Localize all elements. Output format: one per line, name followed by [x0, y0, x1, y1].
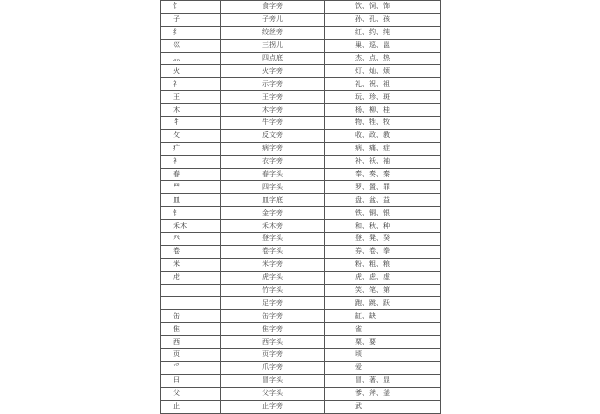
- radical-cell: 癶: [161, 233, 221, 246]
- radical-cell: [161, 284, 221, 297]
- name-cell: 页字旁: [221, 349, 325, 362]
- name-cell: 绞丝旁: [221, 26, 325, 39]
- radical-cell: 王: [161, 91, 221, 104]
- name-cell: 金字旁: [221, 207, 325, 220]
- radical-cell: 曰: [161, 374, 221, 387]
- table-row: [161, 13, 441, 26]
- examples-cell: 玩、珍、斑: [325, 91, 441, 104]
- examples-cell: 红、约、纯: [325, 26, 441, 39]
- radical-cell: 止: [161, 400, 221, 413]
- name-cell: 父字头: [221, 387, 325, 400]
- radical-cell: 春: [161, 168, 221, 181]
- name-cell: 示字旁: [221, 78, 325, 91]
- table-row: [161, 297, 441, 310]
- name-cell: 牛字旁: [221, 117, 325, 130]
- table-row: [161, 336, 441, 349]
- table-row: [161, 284, 441, 297]
- radical-cell: 牜: [161, 117, 221, 130]
- name-cell: 子旁儿: [221, 13, 325, 26]
- examples-cell: 病、痛、症: [325, 142, 441, 155]
- radical-cell: 爫: [161, 361, 221, 374]
- name-cell: 缶字旁: [221, 310, 325, 323]
- examples-cell: 粉、粗、粮: [325, 258, 441, 271]
- table-row: [161, 323, 441, 336]
- name-cell: 虎字头: [221, 271, 325, 284]
- examples-cell: 笑、笔、第: [325, 284, 441, 297]
- table-row: [161, 168, 441, 181]
- examples-cell: 爹、斧、釜: [325, 387, 441, 400]
- table-row: [161, 78, 441, 91]
- name-cell: 火字旁: [221, 65, 325, 78]
- table-row: [161, 245, 441, 258]
- name-cell: 木字旁: [221, 104, 325, 117]
- table-row: [161, 194, 441, 207]
- examples-cell: 跑、跳、跃: [325, 297, 441, 310]
- table-body: [161, 1, 441, 414]
- table-row: [161, 271, 441, 284]
- table-row: [161, 258, 441, 271]
- examples-cell: 缸、缺: [325, 310, 441, 323]
- radical-cell: 西: [161, 336, 221, 349]
- radical-cell: 木: [161, 104, 221, 117]
- examples-cell: 雀: [325, 323, 441, 336]
- name-cell: 隹字旁: [221, 323, 325, 336]
- radical-cell: 疒: [161, 142, 221, 155]
- radical-cell: 米: [161, 258, 221, 271]
- examples-cell: 券、卷、拳: [325, 245, 441, 258]
- name-cell: 冒字头: [221, 374, 325, 387]
- examples-cell: 补、袄、袖: [325, 155, 441, 168]
- table-row: [161, 233, 441, 246]
- examples-cell: 物、牲、牧: [325, 117, 441, 130]
- examples-cell: 和、秋、种: [325, 220, 441, 233]
- examples-cell: 顷: [325, 349, 441, 362]
- radical-cell: 钅: [161, 207, 221, 220]
- name-cell: 爪字旁: [221, 361, 325, 374]
- radical-cell: [161, 297, 221, 310]
- examples-cell: 奉、奏、秦: [325, 168, 441, 181]
- radicals-table: [160, 0, 441, 414]
- name-cell: 反文旁: [221, 129, 325, 142]
- name-cell: 竹字头: [221, 284, 325, 297]
- table-row: [161, 181, 441, 194]
- radical-cell: 纟: [161, 26, 221, 39]
- radical-cell: 皿: [161, 194, 221, 207]
- radical-cell: 礻: [161, 78, 221, 91]
- table-row: [161, 26, 441, 39]
- table-row: [161, 52, 441, 65]
- radical-cell: 灬: [161, 52, 221, 65]
- name-cell: 止字旁: [221, 400, 325, 413]
- examples-cell: 巢、巡、邕: [325, 39, 441, 52]
- table-row: [161, 310, 441, 323]
- examples-cell: 武: [325, 400, 441, 413]
- table-row: [161, 117, 441, 130]
- name-cell: 食字旁: [221, 1, 325, 14]
- examples-cell: 杨、柳、桂: [325, 104, 441, 117]
- examples-cell: 灯、灿、烦: [325, 65, 441, 78]
- name-cell: 三拐儿: [221, 39, 325, 52]
- radical-cell: 页: [161, 349, 221, 362]
- name-cell: 四点底: [221, 52, 325, 65]
- radical-cell: 饣: [161, 1, 221, 14]
- table-row: [161, 1, 441, 14]
- name-cell: 登字头: [221, 233, 325, 246]
- name-cell: 足字旁: [221, 297, 325, 310]
- name-cell: 皿字底: [221, 194, 325, 207]
- examples-cell: 栗、要: [325, 336, 441, 349]
- examples-cell: 登、凳、癸: [325, 233, 441, 246]
- radical-cell: 巛: [161, 39, 221, 52]
- name-cell: 衣字旁: [221, 155, 325, 168]
- radical-cell: 隹: [161, 323, 221, 336]
- table-row: [161, 387, 441, 400]
- table-row: [161, 91, 441, 104]
- examples-cell: 杰、点、热: [325, 52, 441, 65]
- table-row: [161, 39, 441, 52]
- name-cell: 米字旁: [221, 258, 325, 271]
- radical-cell: 罒: [161, 181, 221, 194]
- table-row: [161, 65, 441, 78]
- examples-cell: 孙、孔、孩: [325, 13, 441, 26]
- name-cell: 禾木旁: [221, 220, 325, 233]
- examples-cell: 饮、饲、饰: [325, 1, 441, 14]
- name-cell: 四字头: [221, 181, 325, 194]
- name-cell: 卷字头: [221, 245, 325, 258]
- radical-cell: 虍: [161, 271, 221, 284]
- examples-cell: 冒、著、显: [325, 374, 441, 387]
- examples-cell: 铁、铜、银: [325, 207, 441, 220]
- name-cell: 病字旁: [221, 142, 325, 155]
- examples-cell: 收、政、教: [325, 129, 441, 142]
- table-row: [161, 155, 441, 168]
- name-cell: 王字旁: [221, 91, 325, 104]
- name-cell: 春字头: [221, 168, 325, 181]
- table-row: [161, 220, 441, 233]
- table-row: [161, 349, 441, 362]
- table-row: [161, 400, 441, 413]
- table-row: [161, 374, 441, 387]
- examples-cell: 爱: [325, 361, 441, 374]
- table-row: [161, 104, 441, 117]
- radical-cell: 攵: [161, 129, 221, 142]
- table-row: [161, 361, 441, 374]
- examples-cell: 虎、虑、虚: [325, 271, 441, 284]
- radical-cell: 父: [161, 387, 221, 400]
- examples-cell: 罗、置、罪: [325, 181, 441, 194]
- radical-cell: 火: [161, 65, 221, 78]
- table-row: [161, 142, 441, 155]
- examples-cell: 盘、盆、益: [325, 194, 441, 207]
- radical-cell: 子: [161, 13, 221, 26]
- name-cell: 西字头: [221, 336, 325, 349]
- table-row: [161, 207, 441, 220]
- radical-cell: 衤: [161, 155, 221, 168]
- radical-cell: 禾木: [161, 220, 221, 233]
- table-row: [161, 129, 441, 142]
- examples-cell: 礼、祝、祖: [325, 78, 441, 91]
- radical-cell: 卷: [161, 245, 221, 258]
- radical-cell: 缶: [161, 310, 221, 323]
